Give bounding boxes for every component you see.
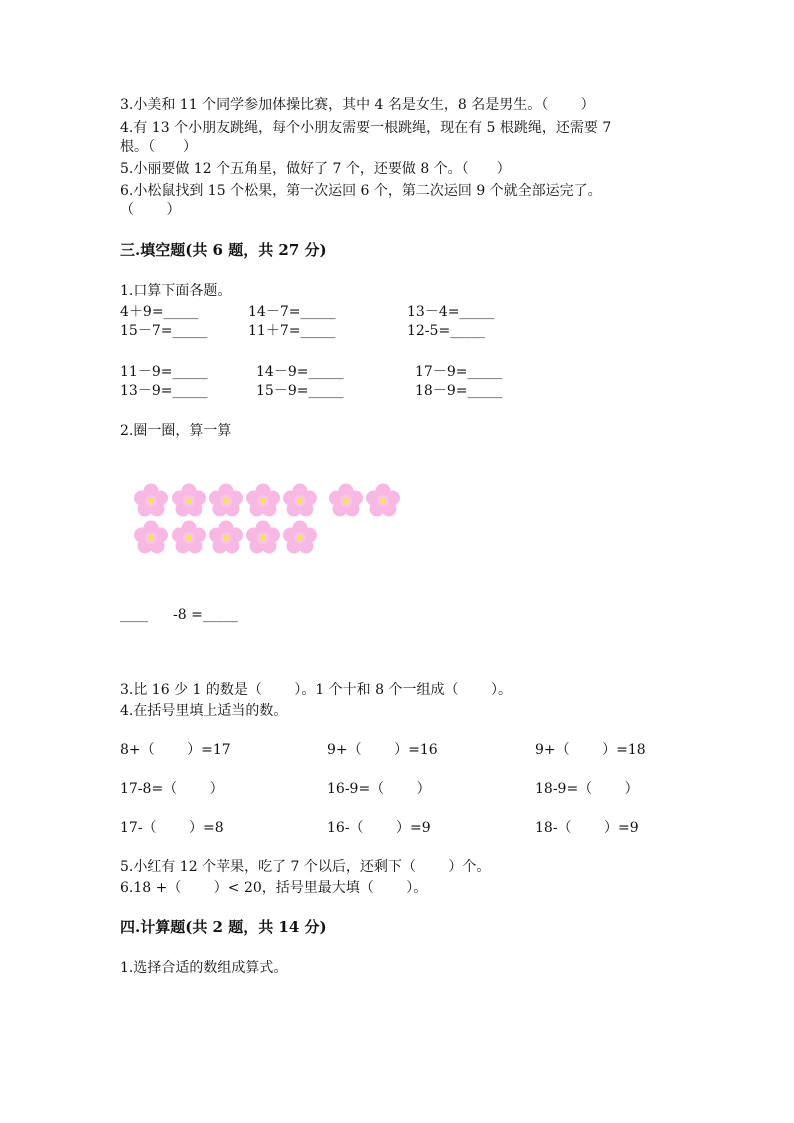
judge-q6-line1: 6.小松鼠找到 15 个松果，第一次运回 6 个，第二次运回 9 个就全部运完了。	[120, 183, 602, 199]
oral-r1-c1: 4＋9=_____	[120, 304, 199, 320]
oral-r4-c1: 13－9=_____	[120, 383, 208, 399]
flower-icon	[281, 482, 319, 520]
s3-q6: 6.18 +（ ）< 20，括号里最大填（ ）。	[120, 880, 428, 896]
oral-r4-c2: 15－9=_____	[256, 383, 344, 399]
s3-q2-blank: ____	[120, 607, 148, 623]
judge-q4-line2: 根。（ ）	[120, 139, 197, 155]
fill-r1-c3: 9+（ ）=18	[535, 742, 646, 758]
flower-icon	[207, 482, 245, 520]
flower-icon	[170, 482, 208, 520]
oral-r2-c1: 15－7=_____	[120, 323, 208, 339]
s3-q3: 3.比 16 少 1 的数是（ ）。1 个十和 8 个一组成（ ）。	[120, 682, 512, 698]
fill-r3-c3: 18-（ ）=9	[535, 820, 639, 836]
judge-q5: 5.小丽要做 12 个五角星，做好了 7 个，还要做 8 个。（ ）	[120, 161, 511, 177]
oral-r3-c2: 14－9=_____	[256, 364, 344, 380]
oral-r1-c3: 13－4=_____	[407, 304, 495, 320]
section3-title: 三.填空题(共 6 题，共 27 分)	[120, 241, 327, 259]
fill-r2-c2: 16-9=（ ）	[327, 781, 431, 797]
fill-r2-c1: 17-8=（ ）	[120, 781, 224, 797]
flower-icon	[364, 482, 402, 520]
judge-q4-line1: 4.有 13 个小朋友跳绳，每个小朋友需要一根跳绳，现在有 5 根跳绳，还需要 7	[120, 120, 612, 136]
flower-icon	[327, 482, 365, 520]
fill-r1-c2: 9+（ ）=16	[327, 742, 438, 758]
fill-r3-c1: 17-（ ）=8	[120, 820, 224, 836]
s3-q2-label: 2.圈一圈，算一算	[120, 423, 232, 439]
s3-q1-label: 1.口算下面各题。	[120, 283, 232, 299]
oral-r1-c2: 14－7=_____	[248, 304, 336, 320]
oral-r3-c3: 17－9=_____	[415, 364, 503, 380]
flower-icon	[244, 482, 282, 520]
s4-q1: 1.选择合适的数组成算式。	[120, 960, 288, 976]
flower-icon	[170, 519, 208, 557]
oral-r2-c3: 12-5=_____	[407, 323, 486, 339]
flower-icon	[281, 519, 319, 557]
flower-icon	[132, 482, 170, 520]
oral-r2-c2: 11＋7=_____	[248, 323, 336, 339]
s3-q4-label: 4.在括号里填上适当的数。	[120, 703, 288, 719]
fill-r3-c2: 16-（ ）=9	[327, 820, 431, 836]
fill-r2-c3: 18-9=（ ）	[535, 781, 639, 797]
section4-title: 四.计算题(共 2 题，共 14 分)	[120, 918, 327, 936]
oral-r4-c3: 18－9=_____	[415, 383, 503, 399]
s3-q2-equation: -8 =_____	[173, 607, 238, 623]
judge-q6-line2: （ ）	[120, 202, 181, 218]
flower-icon	[132, 519, 170, 557]
oral-r3-c1: 11－9=_____	[120, 364, 208, 380]
fill-r1-c1: 8+（ ）=17	[120, 742, 231, 758]
flower-icon	[207, 519, 245, 557]
s3-q5: 5.小红有 12 个苹果，吃了 7 个以后，还剩下（ ）个。	[120, 859, 491, 875]
flower-icon	[244, 519, 282, 557]
judge-q3: 3.小美和 11 个同学参加体操比赛，其中 4 名是女生，8 名是男生。（ ）	[120, 97, 595, 113]
